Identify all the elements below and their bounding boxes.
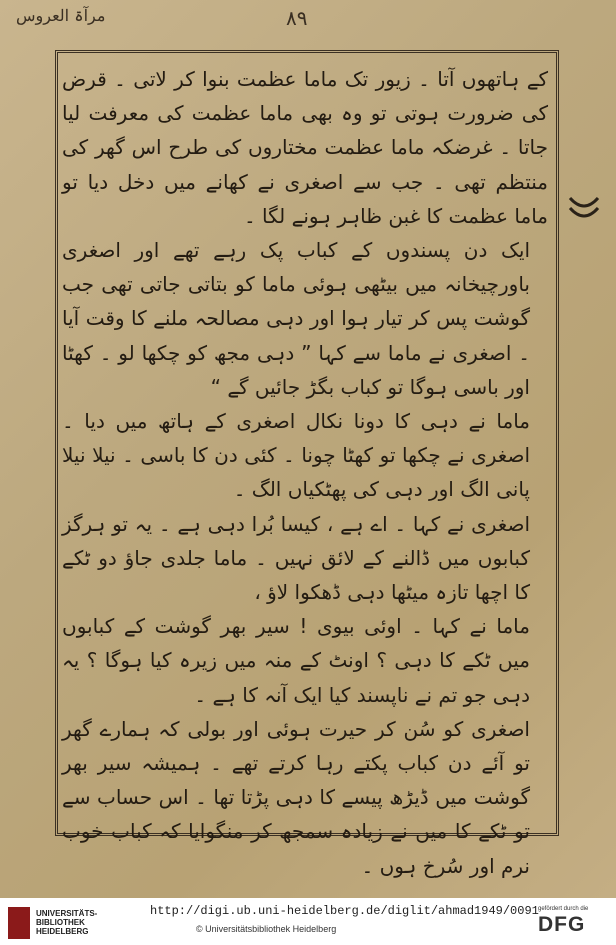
library-name: UNIVERSITÄTS-BIBLIOTHEK HEIDELBERG [36, 909, 98, 936]
copyright-notice: © Universitätsbibliothek Heidelberg [196, 924, 337, 934]
funder-note: gefördert durch die [538, 906, 589, 912]
running-title-left: مرآۃ العروس [16, 6, 106, 25]
body-text [62, 62, 548, 883]
paragraph: ایک دن پسندوں کے کباب پک رہے تھے اور اصغری باورچیخانہ میں بیٹھی ہوئی ماما کو بتاتی جاتی تھی جب گوشت پس کر تیار ہوا اور دہی مصالحہ ملنے کا وقت آیا ۔ اصغری نے ماما سے کہا ” دہی مجھ کو چکھا لو ۔ کھٹا اور باسی ہوگا تو کباب بگڑ جائیں گے “ [62, 238, 530, 399]
permalink-url[interactable]: http://digi.ub.uni-heidelberg.de/diglit/ahmad1949/0091 [150, 904, 539, 918]
dfg-logo-text: DFG [538, 913, 586, 936]
paragraph: اصغری نے کہا ۔ اے ہے ، کیسا بُرا دہی ہے ۔ یہ تو ہرگز کبابوں میں ڈالنے کے لائق نہیں ۔ ماما جلدی جاؤ دو ٹکے کا اچھا تازہ میٹھا دہی ڈھکوا لاؤ ، [62, 511, 530, 605]
paragraph: کے ہاتھوں آتا ۔ زیور تک ماما عظمت بنوا کر لاتی ۔ قرض کی ضرورت ہوتی تو وہ بھی ماما عظمت کی معرفت لیا جاتا ۔ غرضکہ ماما عظمت مختاروں کی طرح اس گھر کی منتظم تھی ۔ جب سے اصغری نے کھانے میں دخل دیا تو ماما عظمت کا غبن ظاہر ہونے لگا ۔ [62, 67, 548, 228]
library-logo[interactable] [8, 907, 118, 939]
paragraph: ماما نے کہا ۔ اوئی بیوی ! سیر بھر گوشت کے کبابوں میں ٹکے کا دہی ؟ اونٹ کے منہ میں زیرہ کیا ہوگا ؟ یہ دہی جو تم نے ناپسند کیا ایک آنہ کا ہے ۔ [62, 614, 530, 707]
margin-marker-icon [566, 194, 602, 224]
page-number: ۸۹ [286, 6, 308, 30]
paragraph: اصغری کو سُن کر حیرت ہوئی اور بولی کہ ہمارے گھر تو آئے دن کباب پکتے رہا کرتے تھے ۔ ہمیشہ سیر بھر گوشت میں ڈیڑھ پیسے کا دہی پڑتا تھا ۔ اس حساب سے تو ٹکے کا میں نے زیادہ سمجھ کر منگوایا کہ کباب خوب نرم اور سُرخ ہوں ۔ [62, 716, 530, 878]
funder-logo[interactable] [538, 906, 610, 937]
library-emblem-icon [8, 907, 30, 939]
paragraph: ماما نے دہی کا دونا نکال اصغری کے ہاتھ میں دیا ۔ اصغری نے چکھا تو کھٹا چونا ۔ کئی دن کا باسی ۔ نیلا نیلا پانی الگ اور دہی کی پھٹکیاں الگ ۔ [62, 409, 530, 502]
